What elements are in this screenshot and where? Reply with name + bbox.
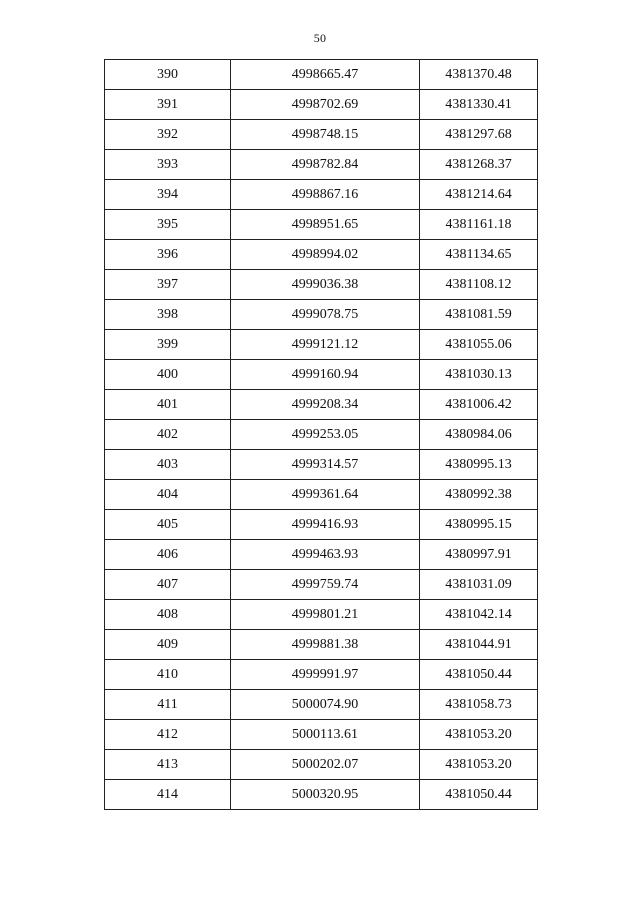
y-coordinate-cell: 4381297.68 [420,120,538,150]
table-row [105,630,538,660]
point-number-cell: 396 [105,240,231,270]
point-number-cell: 404 [105,480,231,510]
table-row [105,390,538,420]
y-coordinate-cell: 4380992.38 [420,480,538,510]
y-coordinate-cell: 4381134.65 [420,240,538,270]
y-coordinate-cell: 4381006.42 [420,390,538,420]
table-row [105,780,538,810]
point-number-cell: 411 [105,690,231,720]
y-coordinate-cell: 4381058.73 [420,690,538,720]
y-coordinate-cell: 4381108.12 [420,270,538,300]
x-coordinate-cell: 4999314.57 [231,450,420,480]
table-row [105,210,538,240]
x-coordinate-cell: 5000074.90 [231,690,420,720]
y-coordinate-cell: 4381055.06 [420,330,538,360]
coordinates-table [104,59,538,810]
y-coordinate-cell: 4381330.41 [420,90,538,120]
x-coordinate-cell: 5000320.95 [231,780,420,810]
y-coordinate-cell: 4381370.48 [420,60,538,90]
x-coordinate-cell: 4998782.84 [231,150,420,180]
y-coordinate-cell: 4381042.14 [420,600,538,630]
y-coordinate-cell: 4381214.64 [420,180,538,210]
y-coordinate-cell: 4381053.20 [420,750,538,780]
point-number-cell: 408 [105,600,231,630]
table-row [105,720,538,750]
table-row [105,510,538,540]
x-coordinate-cell: 4999801.21 [231,600,420,630]
table-row [105,150,538,180]
table-row [105,120,538,150]
point-number-cell: 405 [105,510,231,540]
point-number-cell: 395 [105,210,231,240]
x-coordinate-cell: 4999078.75 [231,300,420,330]
point-number-cell: 392 [105,120,231,150]
table-row [105,450,538,480]
point-number-cell: 400 [105,360,231,390]
x-coordinate-cell: 4999881.38 [231,630,420,660]
y-coordinate-cell: 4380984.06 [420,420,538,450]
point-number-cell: 399 [105,330,231,360]
x-coordinate-cell: 5000202.07 [231,750,420,780]
y-coordinate-cell: 4381268.37 [420,150,538,180]
point-number-cell: 413 [105,750,231,780]
y-coordinate-cell: 4381053.20 [420,720,538,750]
x-coordinate-cell: 4999991.97 [231,660,420,690]
x-coordinate-cell: 4999036.38 [231,270,420,300]
point-number-cell: 401 [105,390,231,420]
point-number-cell: 402 [105,420,231,450]
x-coordinate-cell: 4998665.47 [231,60,420,90]
point-number-cell: 406 [105,540,231,570]
y-coordinate-cell: 4380997.91 [420,540,538,570]
table-row [105,540,538,570]
point-number-cell: 409 [105,630,231,660]
x-coordinate-cell: 4999253.05 [231,420,420,450]
x-coordinate-cell: 4999121.12 [231,330,420,360]
table-row [105,60,538,90]
point-number-cell: 403 [105,450,231,480]
y-coordinate-cell: 4380995.13 [420,450,538,480]
x-coordinate-cell: 4998702.69 [231,90,420,120]
table-row [105,330,538,360]
point-number-cell: 393 [105,150,231,180]
point-number-cell: 414 [105,780,231,810]
point-number-cell: 397 [105,270,231,300]
point-number-cell: 390 [105,60,231,90]
x-coordinate-cell: 4999361.64 [231,480,420,510]
table-row [105,660,538,690]
x-coordinate-cell: 4999160.94 [231,360,420,390]
table-row [105,570,538,600]
y-coordinate-cell: 4381030.13 [420,360,538,390]
y-coordinate-cell: 4381044.91 [420,630,538,660]
table-row [105,300,538,330]
table-row [105,240,538,270]
coordinates-table-body [105,60,538,810]
x-coordinate-cell: 4999463.93 [231,540,420,570]
x-coordinate-cell: 4998867.16 [231,180,420,210]
x-coordinate-cell: 4998748.15 [231,120,420,150]
point-number-cell: 412 [105,720,231,750]
table-row [105,90,538,120]
point-number-cell: 398 [105,300,231,330]
table-row [105,420,538,450]
x-coordinate-cell: 4998951.65 [231,210,420,240]
y-coordinate-cell: 4381050.44 [420,660,538,690]
table-row [105,180,538,210]
y-coordinate-cell: 4381050.44 [420,780,538,810]
y-coordinate-cell: 4380995.15 [420,510,538,540]
x-coordinate-cell: 4998994.02 [231,240,420,270]
y-coordinate-cell: 4381081.59 [420,300,538,330]
table-row [105,690,538,720]
page-number: 50 [313,31,327,45]
table-row [105,600,538,630]
table-row [105,480,538,510]
table-row [105,270,538,300]
y-coordinate-cell: 4381031.09 [420,570,538,600]
x-coordinate-cell: 4999208.34 [231,390,420,420]
table-row [105,360,538,390]
point-number-cell: 407 [105,570,231,600]
point-number-cell: 394 [105,180,231,210]
table-row [105,750,538,780]
x-coordinate-cell: 5000113.61 [231,720,420,750]
point-number-cell: 391 [105,90,231,120]
y-coordinate-cell: 4381161.18 [420,210,538,240]
point-number-cell: 410 [105,660,231,690]
x-coordinate-cell: 4999759.74 [231,570,420,600]
x-coordinate-cell: 4999416.93 [231,510,420,540]
